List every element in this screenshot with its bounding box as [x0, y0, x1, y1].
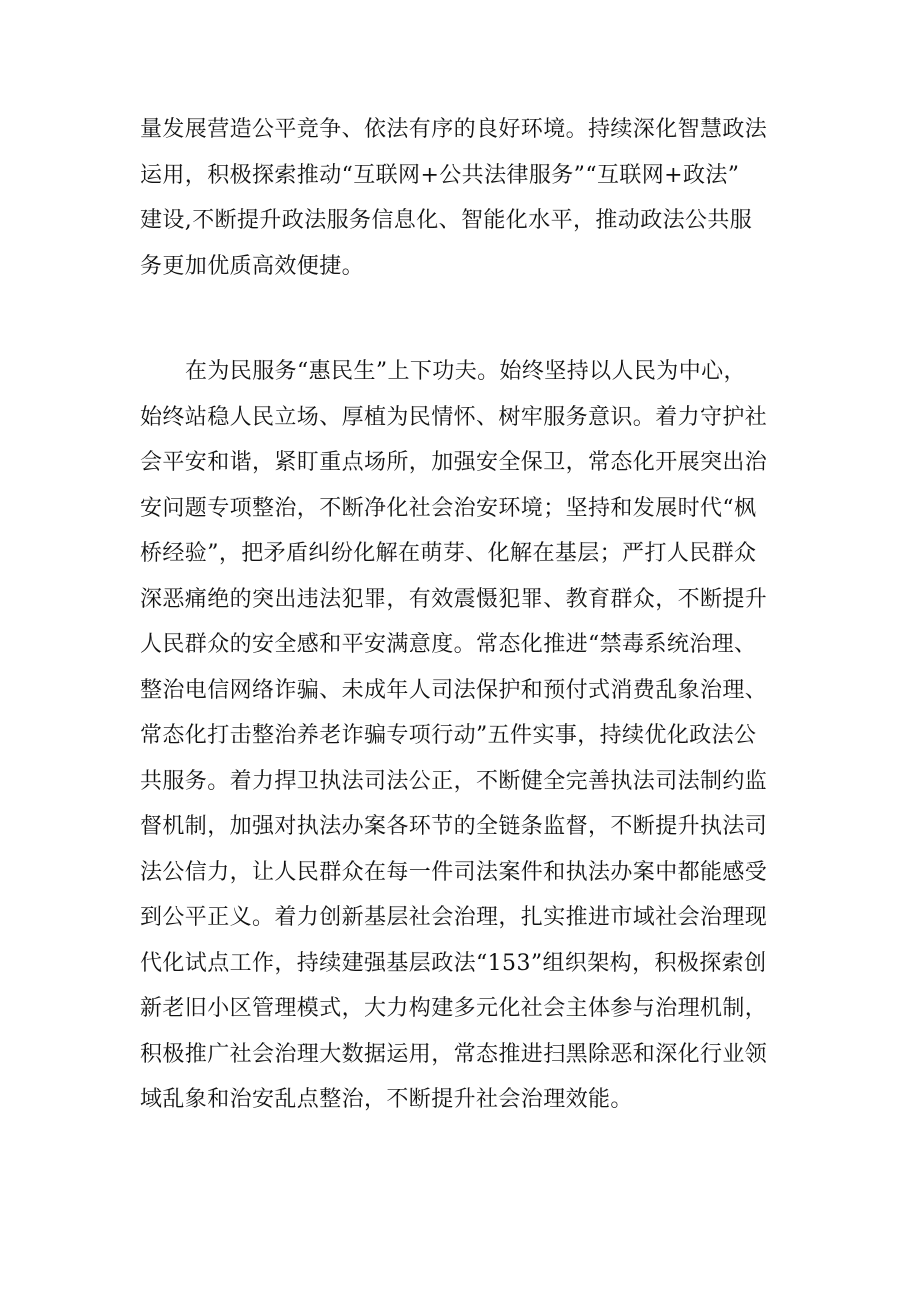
- paragraph-line: 常态化打击整治养老诈骗专项行动”五件实事，持续优化政法公: [140, 723, 757, 748]
- paragraph-line: 督机制，加强对执法办案各环节的全链条监督，不断提升执法司: [140, 814, 768, 839]
- paragraph-1: [140, 107, 800, 289]
- paragraph-line: 域乱象和治安乱点整治，不断提升社会治理效能。: [140, 1087, 633, 1112]
- paragraph-line: 桥经验”，把矛盾纠纷化解在萌芽、化解在基层；严打人民群众: [140, 541, 757, 566]
- paragraph-line: 共服务。着力捍卫执法司法公正，不断健全完善执法司法制约监: [140, 768, 768, 794]
- paragraph-line: 整治电信网络诈骗、未成年人司法保护和预付式消费乱象治理、: [140, 677, 768, 703]
- paragraph-2: [140, 349, 800, 1123]
- paragraph-line: 人民群众的安全感和平安满意度。常态化推进“禁毒系统治理、: [140, 632, 757, 657]
- paragraph-line: 积极推广社会治理大数据运用，常态推进扫黑除恶和深化行业领: [140, 1041, 768, 1067]
- paragraph-line: 会平安和谐，紧盯重点场所，加强安全保卫，常态化开展突出治: [140, 450, 768, 475]
- paragraph-line: 代化试点工作，持续建强基层政法“153”组织架构，积极探索创: [140, 950, 767, 976]
- paragraph-line: 到公平正义。着力创新基层社会治理，扎实推进市域社会治理现: [140, 905, 768, 930]
- paragraph-line: 务更加优质高效便捷。: [140, 253, 365, 279]
- paragraph-line: 量发展营造公平竞争、依法有序的良好环境。持续深化智慧政法: [140, 117, 768, 142]
- paragraph-line: 新老旧小区管理模式，大力构建多元化社会主体参与治理机制，: [140, 996, 768, 1021]
- paragraph-line: 建设,不断提升政法服务信息化、智能化水平，推动政法公共服: [140, 208, 753, 233]
- paragraph-line: 运用，积极探索推动“互联网+公共法律服务”“互联网+政法”: [140, 162, 740, 188]
- paragraph-line: 安问题专项整治，不断净化社会治安环境；坚持和发展时代“枫: [140, 495, 757, 521]
- paragraph-line: 法公信力，让人民群众在每一件司法案件和执法办案中都能感受: [140, 859, 768, 885]
- paragraph-line: 在为民服务“惠民生”上下功夫。始终坚持以人民为中心，: [185, 359, 746, 384]
- paragraph-line: 始终站稳人民立场、厚植为民情怀、树牢服务意识。着力守护社: [140, 404, 768, 430]
- paragraph-line: 深恶痛绝的突出违法犯罪，有效震慑犯罪、教育群众，不断提升: [140, 586, 768, 612]
